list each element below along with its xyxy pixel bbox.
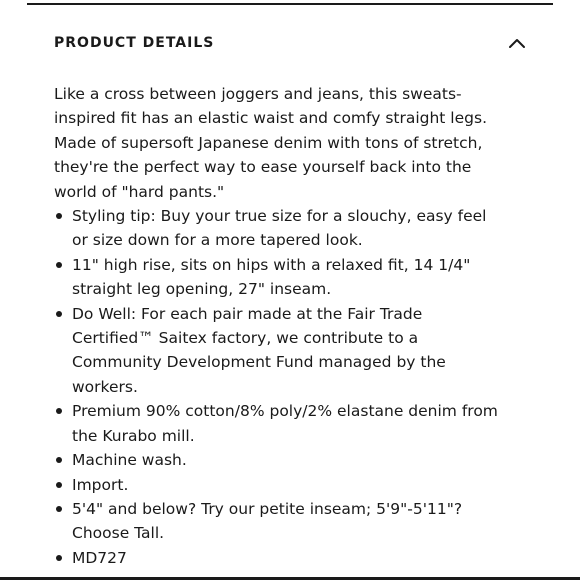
list-item: MD727 [54,546,504,570]
list-item: Machine wash. [54,448,504,472]
product-description: Like a cross between joggers and jeans, this sweats-inspired fit has an elastic waist and comfy straight legs. Made of supersoft Japanese denim with tons of stretch, they're the perfect way to ease yourself back into the world of "hard pants." [54,85,487,201]
list-item: Premium 90% cotton/8% poly/2% elastane denim from the Kurabo mill. [54,399,504,448]
list-item: 5'4" and below? Try our petite inseam; 5'9"-5'11"? Choose Tall. [54,497,504,546]
list-item: 11" high rise, sits on hips with a relaxed fit, 14 1/4" straight leg opening, 27" inseam. [54,253,504,302]
product-details-content [54,82,504,570]
section-title: PRODUCT DETAILS [54,35,215,51]
top-divider [27,3,553,5]
list-item: Styling tip: Buy your true size for a slouchy, easy feel or size down for a more tapered look. [54,204,504,253]
list-item: Do Well: For each pair made at the Fair Trade Certified™ Saitex factory, we contribute to a Community Development Fund managed by the workers. [54,302,504,400]
product-details-toggle[interactable] [54,30,527,56]
list-item: Import. [54,473,504,497]
chevron-up-icon[interactable] [507,36,527,50]
product-details-list [54,204,504,570]
